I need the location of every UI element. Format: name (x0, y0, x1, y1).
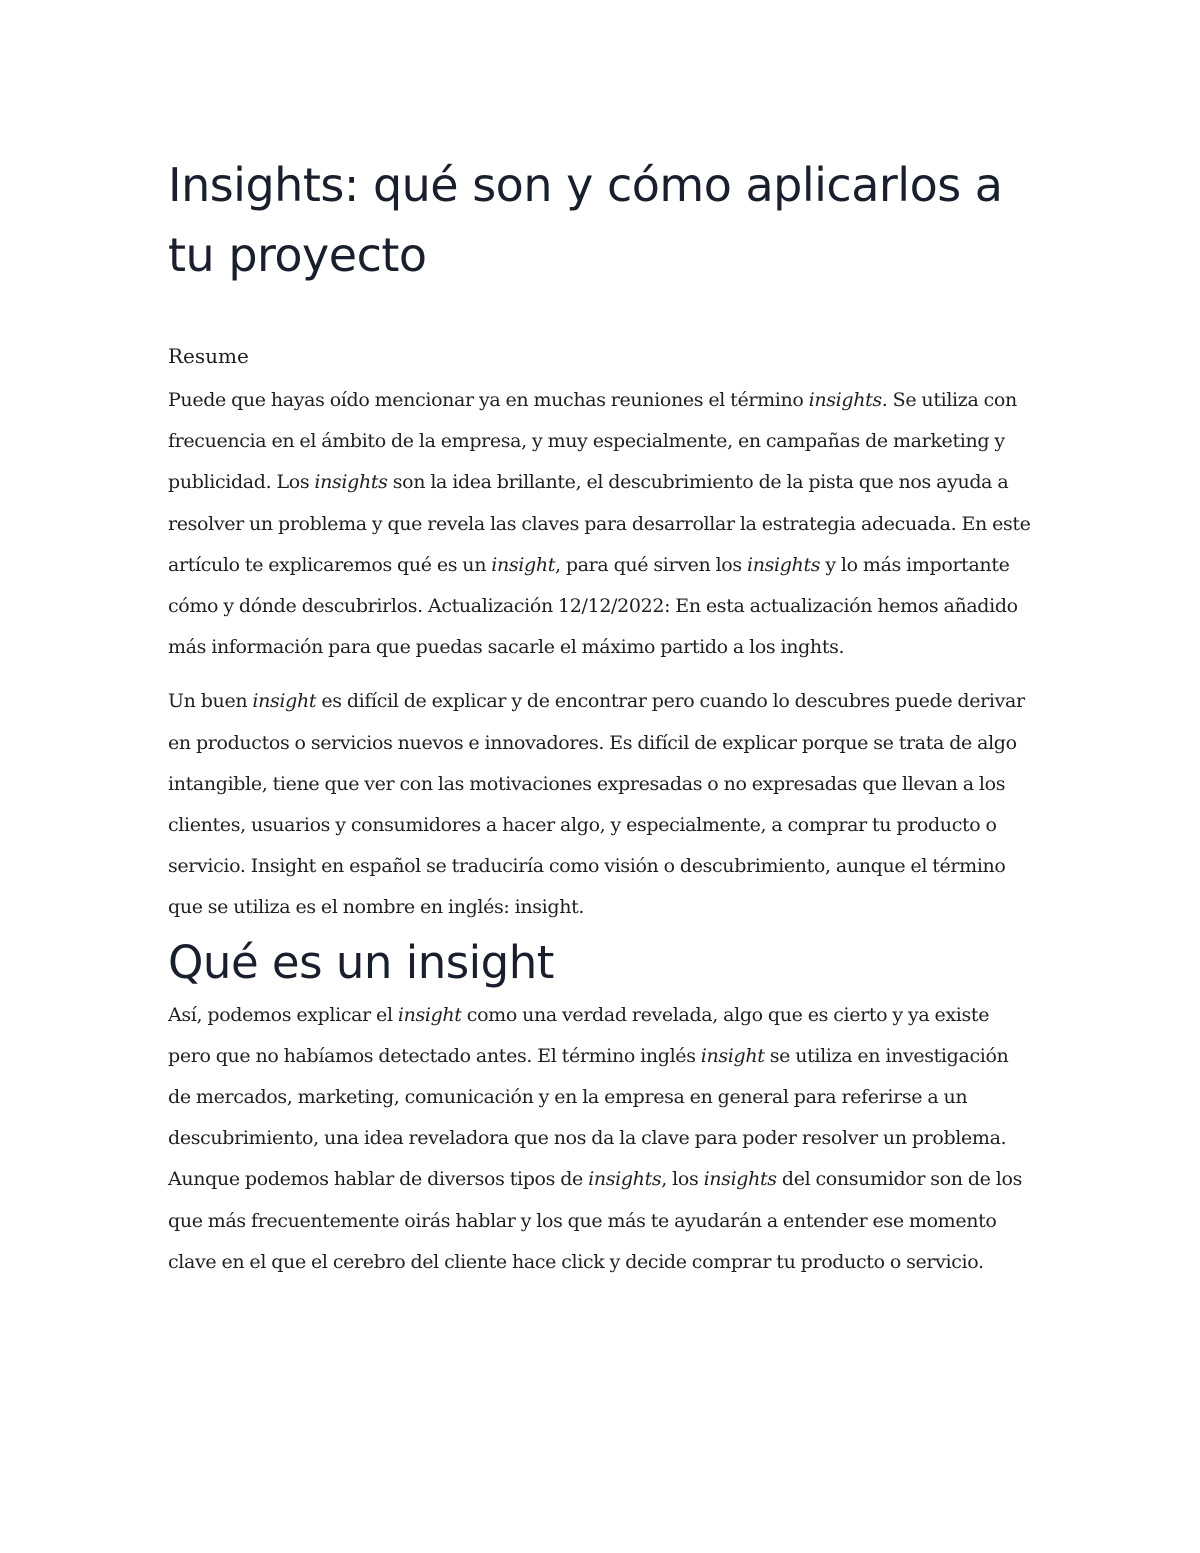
italic-term: insights (314, 471, 388, 494)
section-heading: Qué es un insight (168, 935, 554, 989)
italic-term: insight (252, 690, 317, 713)
text-run: , los (661, 1168, 704, 1191)
intro-paragraph (168, 380, 1034, 668)
text-run: , para qué sirven los (555, 553, 747, 576)
text-run: del consumidor son de los que más frecuentemente oirás hablar y los que más te ayudarán a entender ese momento clave en el que el cerebro del cliente hace click y decide comprar tu producto o servicio. (168, 1168, 1022, 1273)
text-run: Puede que hayas oído mencionar ya en muchas reuniones el término (168, 389, 809, 411)
text-run: como una verdad revelada, algo que es cierto y ya existe pero que no habíamos detectado antes. El término inglés (168, 1003, 990, 1067)
summary-label: Resume (168, 344, 249, 368)
text-run: . Se utiliza con frecuencia en el ámbito de la empresa, y muy especialmente, en campañas de marketing y publicidad. Los (168, 389, 1017, 494)
italic-term: insights (747, 553, 821, 576)
italic-term: insights (808, 389, 882, 411)
italic-term: insight (700, 1044, 765, 1067)
italic-term: insight (491, 553, 556, 576)
document-title: Insights: qué son y cómo aplicarlos a tu proyecto (168, 158, 1003, 282)
text-run: Un buen (168, 690, 253, 713)
text-run: y lo más importante cómo y dónde descubrirlos. Actualización 12/12/2022: En esta actualización hemos añadido más información para que puedas sacarle el máximo partido a los inghts. (168, 553, 1018, 659)
italic-term: insights (588, 1168, 662, 1191)
italic-term: insight (397, 1003, 462, 1026)
paragraph-3 (168, 995, 1034, 1283)
document-page (168, 150, 1034, 1283)
italic-term: insights (703, 1168, 777, 1191)
paragraph-2 (168, 681, 1034, 928)
text-run: es difícil de explicar y de encontrar pero cuando lo descubres puede derivar en productos o servicios nuevos e innovadores. Es difícil de explicar porque se trata de algo intangible, tiene que ver con las motivaciones expresadas o no expresadas que llevan a los clientes, usuarios y consumidores a hacer algo, y especialmente, a comprar tu producto o servicio. Insight en español se traduciría como visión o descubrimiento, aunque el término que se utiliza es el nombre en inglés: insight. (168, 690, 1025, 919)
text-run: se utiliza en investigación de mercados, marketing, comunicación y en la empresa en general para referirse a un descubrimiento, una idea reveladora que nos da la clave para poder resolver un problema. Aunque podemos hablar de diversos tipos de (168, 1044, 1009, 1191)
text-run: Así, podemos explicar el (168, 1003, 398, 1026)
text-run: son la idea brillante, el descubrimiento de la pista que nos ayuda a resolver un problema y que revela las claves para desarrollar la estrategia adecuada. En este artículo te explicaremos qué es un (168, 471, 1031, 576)
